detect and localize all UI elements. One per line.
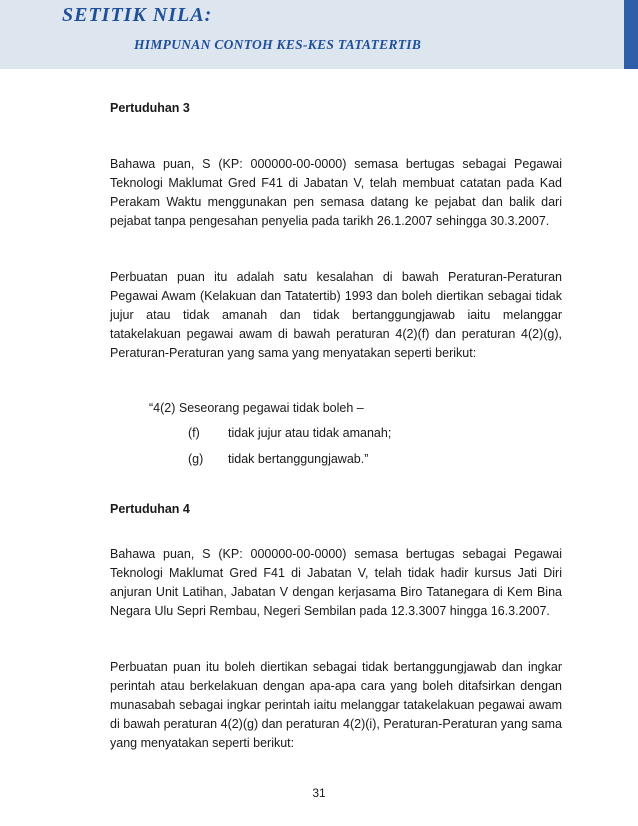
- offence-paragraph-3: Perbuatan puan itu adalah satu kesalahan di bawah Peraturan-Peraturan Pegawai Awam (Kelakuan dan Tatatertib) 1993 dan boleh diertikan sebagai tidak jujur atau tidak amanah dan tidak bertanggungjawab iaitu melanggar tatakelakuan pegawai awam di bawah peraturan 4(2)(f) dan peraturan 4(2)(g), Peraturan-Peraturan yang sama yang menyatakan seperti berikut:: [110, 270, 562, 360]
- document-title: SETITIK NILA:: [62, 4, 213, 26]
- offence-paragraph-4: Perbuatan puan itu boleh diertikan sebagai tidak bertanggungjawab dan ingkar perintah atau berkelakuan dengan apa-apa cara yang boleh ditafsirkan dengan munasabah sebagai ingkar perintah iaitu melanggar tatakelakuan pegawai awam di bawah peraturan 4(2)(g) dan peraturan 4(2)(i), Peraturan-Peraturan yang sama yang menyatakan seperti berikut:: [110, 660, 562, 750]
- section-heading-3: Pertuduhan 3: [110, 101, 190, 115]
- charge-paragraph-3: Bahawa puan, S (KP: 000000-00-0000) semasa bertugas sebagai Pegawai Teknologi Maklumat Gred F41 di Jabatan V, telah membuat catatan pada Kad Perakam Waktu menggunakan pen semasa datang ke pejabat dan balik dari pejabat tanpa pengesahan penyelia pada tarikh 26.1.2007 sehingga 30.3.2007.: [110, 157, 562, 228]
- regulation-item-letter: (f): [188, 426, 200, 440]
- page-number: 31: [312, 786, 326, 800]
- document-subtitle: HIMPUNAN CONTOH KES-KES TATATERTIB: [134, 37, 422, 52]
- regulation-item-text: tidak jujur atau tidak amanah;: [228, 426, 392, 440]
- header-accent-stripe: [624, 0, 638, 69]
- section-heading-4: Pertuduhan 4: [110, 502, 190, 516]
- regulation-item-text: tidak bertanggungjawab.”: [228, 452, 369, 466]
- charge-paragraph-4: Bahawa puan, S (KP: 000000-00-0000) semasa bertugas sebagai Pegawai Teknologi Maklumat Gred F41 di Jabatan V, telah tidak hadir kursus Jati Diri anjuran Unit Latihan, Jabatan V dengan kerjasama Biro Tatanegara di Kem Bina Negara Ulu Sepri Rembau, Negeri Sembilan pada 12.3.3007 hingga 16.3.2007.: [110, 547, 562, 618]
- regulation-quote-lead: “4(2) Seseorang pegawai tidak boleh –: [149, 401, 364, 415]
- regulation-item-letter: (g): [188, 452, 204, 466]
